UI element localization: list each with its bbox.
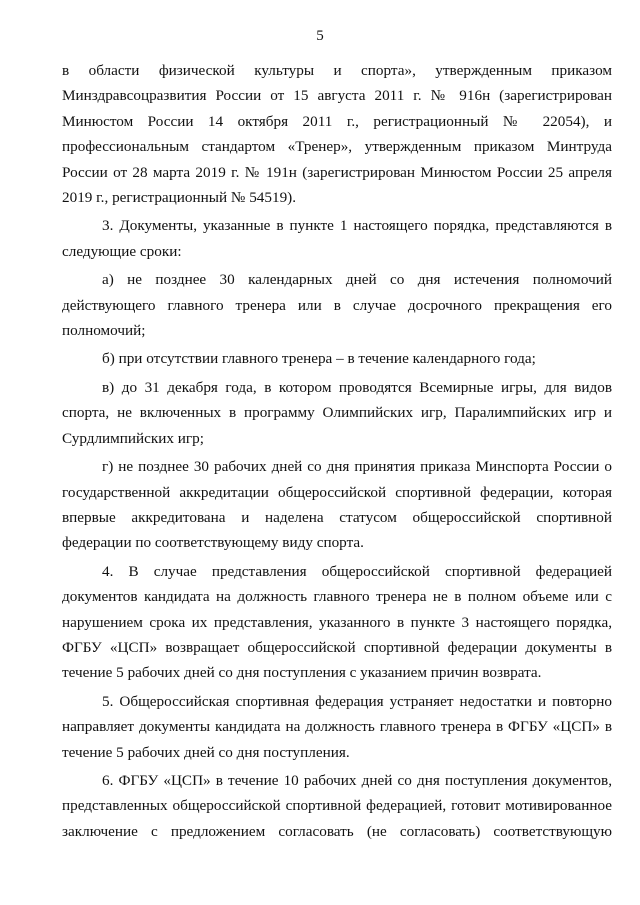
paragraph-item-3: 3. Документы, указанные в пункте 1 настоящего порядка, представляются в следующие сроки: xyxy=(62,217,612,260)
paragraph-continuation: в области физической культуры и спорта», утвержденным приказом Минздравсоцразвития России от 15 августа 2011 г. № 916н (зарегистрирован Минюстом России 14 октября 2011 г., регистрационный № 22054), и профессиональным стандартом «Тренер», утвержденным приказом Минтруда России от 28 марта 2019 г. № 191н (зарегистрирован Минюстом России 25 апреля 2019 г., регистрационный № 54519). xyxy=(62,62,612,207)
document-body xyxy=(62,58,612,847)
paragraph-item-5: 5. Общероссийская спортивная федерация устраняет недостатки и повторно направляет документы кандидата на должность главного тренера в ФГБУ «ЦСП» в течение 5 рабочих дней со дня поступления. xyxy=(62,692,612,761)
paragraph-subitem-g: г) не позднее 30 рабочих дней со дня принятия приказа Минспорта России о государственной аккредитации общероссийской спортивной федерации, которая впервые аккредитована и наделена статусом общероссийской спортивной федерации по соответствующему виду спорта. xyxy=(62,458,612,552)
paragraph-subitem-v: в) до 31 декабря года, в котором проводятся Всемирные игры, для видов спорта, не включенных в программу Олимпийских игр, Паралимпийских игр и Сурдлимпийских игр; xyxy=(62,378,612,447)
paragraph-item-4: 4. В случае представления общероссийской спортивной федерацией документов кандидата на должность главного тренера не в полном объеме или с нарушением срока их представления, указанного в пункте 3 настоящего порядка, ФГБУ «ЦСП» возвращает общероссийской спортивной федерации документы в течение 5 рабочих дней со дня поступления с указанием причин возврата. xyxy=(62,562,612,682)
paragraph-subitem-b: б) при отсутствии главного тренера – в течение календарного года; xyxy=(102,350,536,368)
paragraph-item-6: 6. ФГБУ «ЦСП» в течение 10 рабочих дней со дня поступления документов, представленных общероссийской спортивной федерацией, готовит мотивированное заключение с предложением согласовать (не согласовать) соответствующую xyxy=(62,771,612,840)
page-number: 5 xyxy=(316,28,324,44)
paragraph-subitem-a: а) не позднее 30 календарных дней со дня истечения полномочий действующего главного тренера или в случае досрочного прекращения его полномочий; xyxy=(62,271,612,340)
